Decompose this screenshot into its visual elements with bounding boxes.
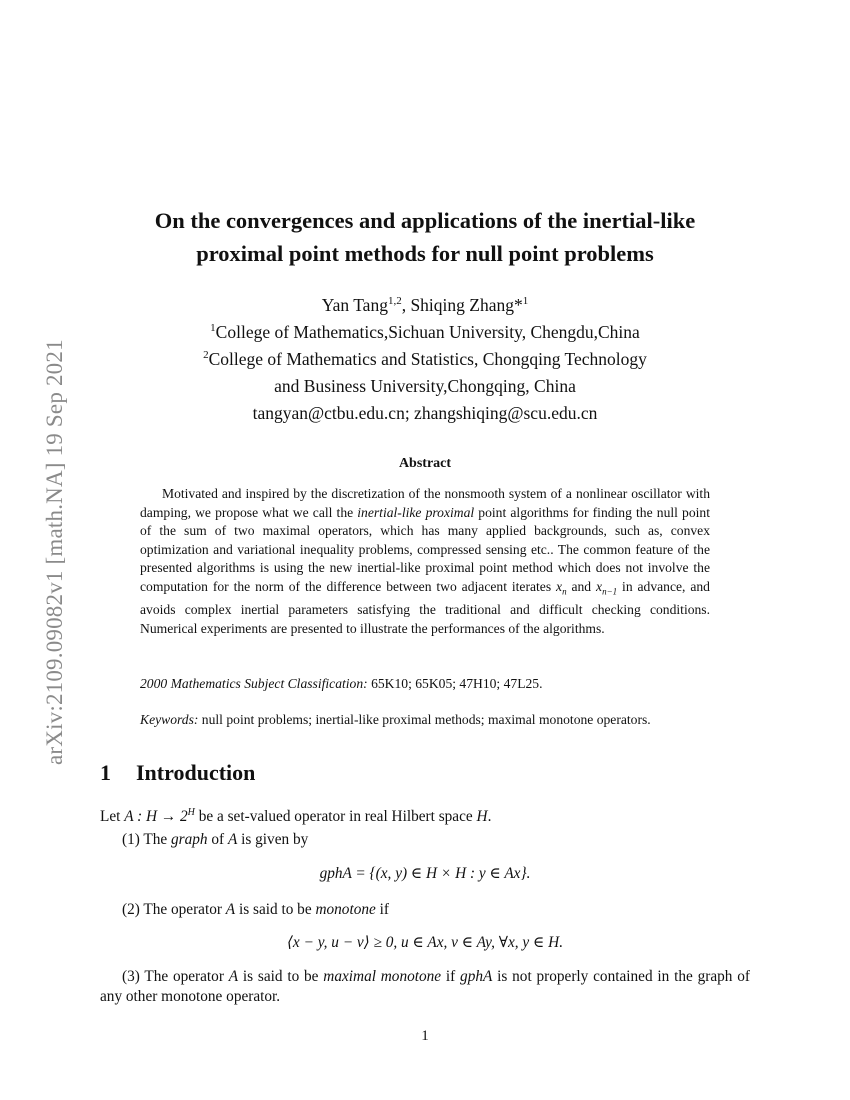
section-number: 1 xyxy=(100,760,111,785)
abstract-heading: Abstract xyxy=(398,456,452,471)
abstract-text: Motivated and inspired by the discretization of the nonsmooth system of a nonlinear oscillator with damping, we propose what we call the inertial-like proximal point algorithms for finding the null point of the sum of two maximal operators, which has many applied backgrounds, such as, convex optimization and variational inequality problems, compressed sensing etc.. The common feature of the presented algorithms is using the new inertial-like proximal point method which does not involve the computation for the norm of the difference between two adjacent iterates $x_n$ and $x_{n-1}$ in advance, and avoids complex inertial parameters satisfying the traditional and difficult checking conditions. Numerical experiments are presented to illustrate the performances of the algorithms. xyxy=(140,486,710,636)
arxiv-sidebar xyxy=(22,245,67,765)
equation-monotone: ⟨x − y, u − v⟩ ≥ 0, u ∈ Ax, v ∈ Ay, ∀x, y ∈ H. xyxy=(286,934,564,951)
title-line-2: proximal point methods for null point problems xyxy=(196,241,654,266)
author-emails: tangyan@ctbu.edu.cn; zhangshiqing@scu.edu.cn xyxy=(252,403,598,423)
affiliation-2-cont: and Business University,Chongqing, China xyxy=(274,376,576,396)
definition-maximal-monotone: (3) The operator A is said to be maximal monotone if gphA is not properly contained in the graph of any other monotone operator. xyxy=(100,968,750,1005)
definition-graph: (1) The graph of A is given by xyxy=(122,831,309,848)
author-1-affil: 1,2 xyxy=(387,295,402,308)
intro-line-1: Let A : $H \to 2^H$ be a set-valued operator in real Hilbert space H. xyxy=(100,807,492,826)
paper-title xyxy=(100,204,750,270)
author-2: Shiqing Zhang* xyxy=(410,295,523,315)
definition-monotone: (2) The operator A is said to be monotone if xyxy=(122,901,389,918)
msc-line: 2000 Mathematics Subject Classification: 65K10; 65K05; 47H10; 47L25. xyxy=(140,676,543,691)
abstract-emphasis: inertial-like proximal xyxy=(357,504,475,520)
section-heading xyxy=(100,760,255,786)
section-title: Introduction xyxy=(136,760,256,785)
arxiv-identifier: arXiv:2109.09082v1 [math.NA] 19 Sep 2021 xyxy=(42,339,67,765)
affiliation-2: $^2$College of Mathematics and Statistics, Chongqing Technology xyxy=(203,349,647,369)
math-xn: $x_n$ xyxy=(556,578,567,597)
author-2-affil: 1 xyxy=(522,295,529,308)
affiliation-1: $^1$College of Mathematics,Sichuan University, Chengdu,China xyxy=(210,322,640,342)
keywords-line: Keywords: null point problems; inertial-like proximal methods; maximal monotone operators. xyxy=(140,712,651,727)
author-1: Yan Tang xyxy=(321,295,388,315)
equation-graph: gphA = {(x, y) ∈ H × H : y ∈ Ax}. xyxy=(319,865,531,882)
page-number: 1 xyxy=(421,1028,429,1044)
author-names: Yan Tang$^{1,2}$, Shiqing Zhang*$^1$ xyxy=(321,295,529,315)
author-block xyxy=(100,292,750,427)
title-line-1: On the convergences and applications of the inertial-like xyxy=(154,208,696,233)
math-xn-1: $x_{n-1}$ xyxy=(596,578,618,597)
